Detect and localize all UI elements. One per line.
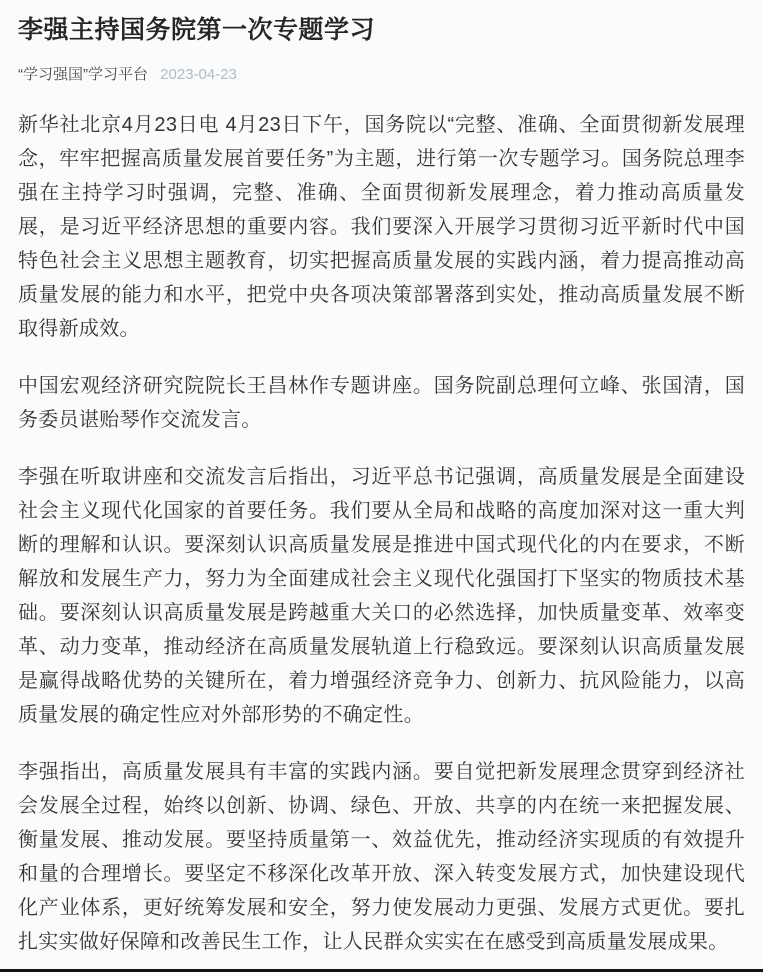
article-paragraph-3: 李强在听取讲座和交流发言后指出，习近平总书记强调，高质量发展是全面建设社会主义现代化国家的首要任务。我们要从全局和战略的高度加深对这一重大判断的理解和认识。要深刻认识高质量发展是推进中国式现代化的内在要求，不断解放和发展生产力，努力为全面建成社会主义现代化强国打下坚实的物质技术基础。要深刻认识高质量发展是跨越重大关口的必然选择，加快质量变革、效率变革、动力变革，推动经济在高质量发展轨道上行稳致远。要深刻认识高质量发展是赢得战略优势的关键所在，着力增强经济竞争力、创新力、抗风险能力，以高质量发展的确定性应对外部形势的不确定性。 [18, 466, 745, 726]
article-meta [18, 64, 745, 85]
bottom-edge-line [0, 969, 763, 972]
article-page [0, 14, 763, 959]
article-date: 2023-04-23 [160, 66, 237, 83]
article-source: “学习强国”学习平台 [18, 66, 148, 83]
article-paragraph-2: 中国宏观经济研究院院长王昌林作专题讲座。国务院副总理何立峰、张国清，国务委员谌贻琴作交流发言。 [18, 375, 745, 431]
article-title: 李强主持国务院第一次专题学习 [18, 16, 376, 44]
article-paragraph-1: 新华社北京4月23日电 4月23日下午，国务院以“完整、准确、全面贯彻新发展理念，牢牢把握高质量发展首要任务”为主题，进行第一次专题学习。国务院总理李强在主持学习时强调，完整、准确、全面贯彻新发展理念，着力推动高质量发展，是习近平经济思想的重要内容。我们要深入开展学习贯彻习近平新时代中国特色社会主义思想主题教育，切实把握高质量发展的实践内涵，着力提高推动高质量发展的能力和水平，把党中央各项决策部署落到实处，推动高质量发展不断取得新成效。 [18, 114, 745, 340]
article-paragraph-4: 李强指出，高质量发展具有丰富的实践内涵。要自觉把新发展理念贯穿到经济社会发展全过程，始终以创新、协调、绿色、开放、共享的内在统一来把握发展、衡量发展、推动发展。要坚持质量第一、效益优先，推动经济实现质的有效提升和量的合理增长。要坚定不移深化改革开放、深入转变发展方式，加快建设现代化产业体系，更好统筹发展和安全，努力使发展动力更强、发展方式更优。要扎扎实实做好保障和改善民生工作，让人民群众实实在在感受到高质量发展成果。 [18, 761, 745, 953]
